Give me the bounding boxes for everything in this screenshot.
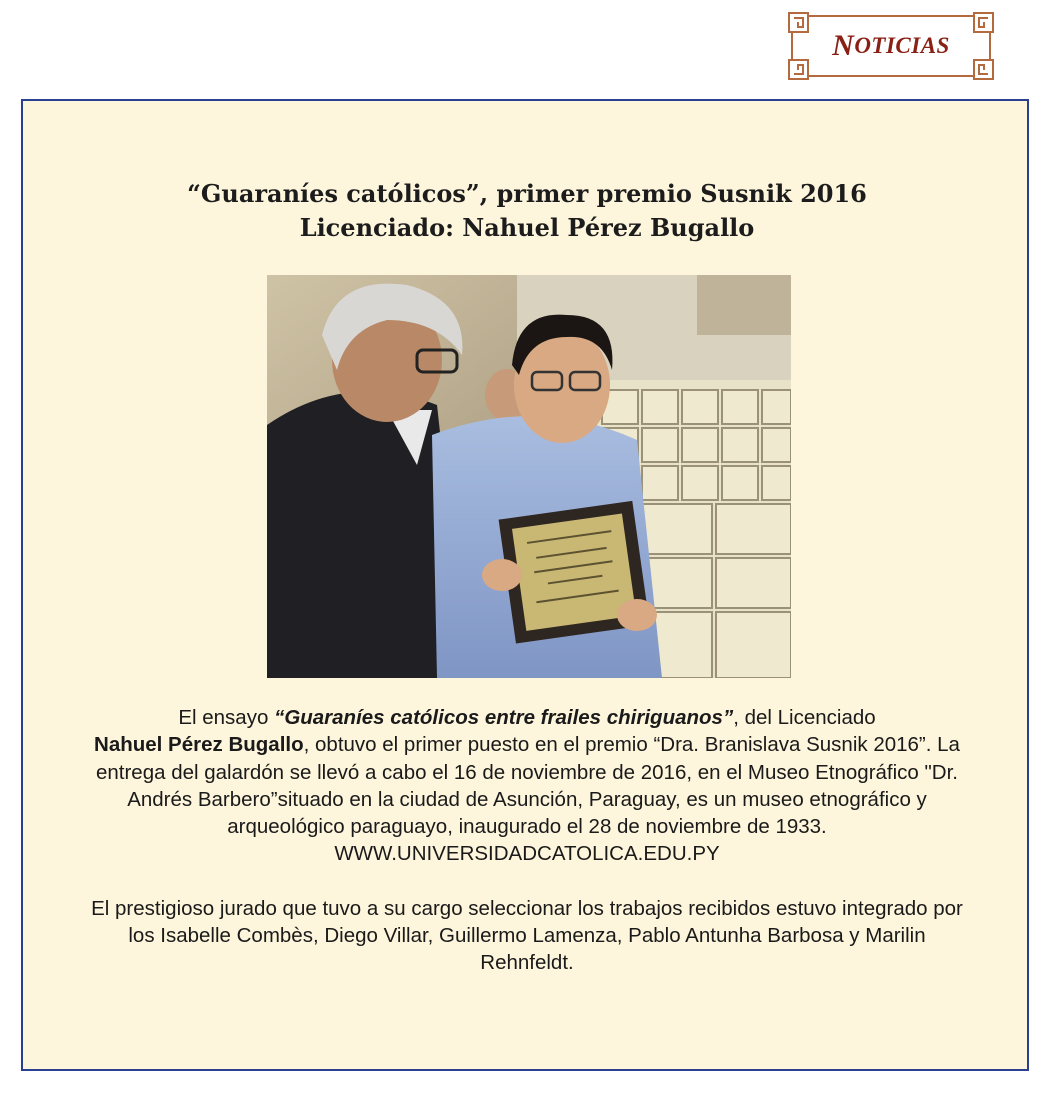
title-line-1: “Guaraníes católicos”, primer premio Susnik 2016 [187, 179, 867, 208]
article-panel [21, 99, 1029, 1071]
paragraph-2: El prestigioso jurado que tuvo a su cargo seleccionar los trabajos recibidos estuvo integrado por los Isabelle Combès, Diego Villar, Guillermo Lamenza, Pablo Antunha Barbosa y Marilin Rehnfeldt. [91, 896, 963, 975]
article-body [83, 704, 971, 977]
noticias-label: N OTICIAS [832, 29, 950, 62]
article-title [23, 177, 1031, 245]
title-line-2: Licenciado: Nahuel Pérez Bugallo [299, 213, 755, 242]
essay-title: “Guaraníes católicos entre frailes chiriguanos” [274, 706, 734, 729]
paragraph-1: El ensayo “Guaraníes católicos entre frailes chiriguanos”, del Licenciado Nahuel Pérez Bugallo, obtuvo el primer puesto en el premio “Dra. Branislava Susnik 2016”. La entrega del galardón se llevó a cabo el 16 de noviembre de 2016, en el Museo Etnográfico "Dr. Andrés Barbero”situado en la ciudad de Asunción, Paraguay, es un museo etnográfico y arqueológico paraguayo, inaugurado el 28 de noviembre de 1933. WWW.UNIVERSIDADCATOLICA.EDU.PY [94, 706, 960, 866]
award-photo [267, 275, 791, 678]
award-ceremony-image [267, 275, 791, 678]
website-url: WWW.UNIVERSIDADCATOLICA.EDU.PY [334, 842, 720, 866]
author-name: Nahuel Pérez Bugallo [94, 733, 304, 757]
noticias-badge [788, 12, 994, 80]
